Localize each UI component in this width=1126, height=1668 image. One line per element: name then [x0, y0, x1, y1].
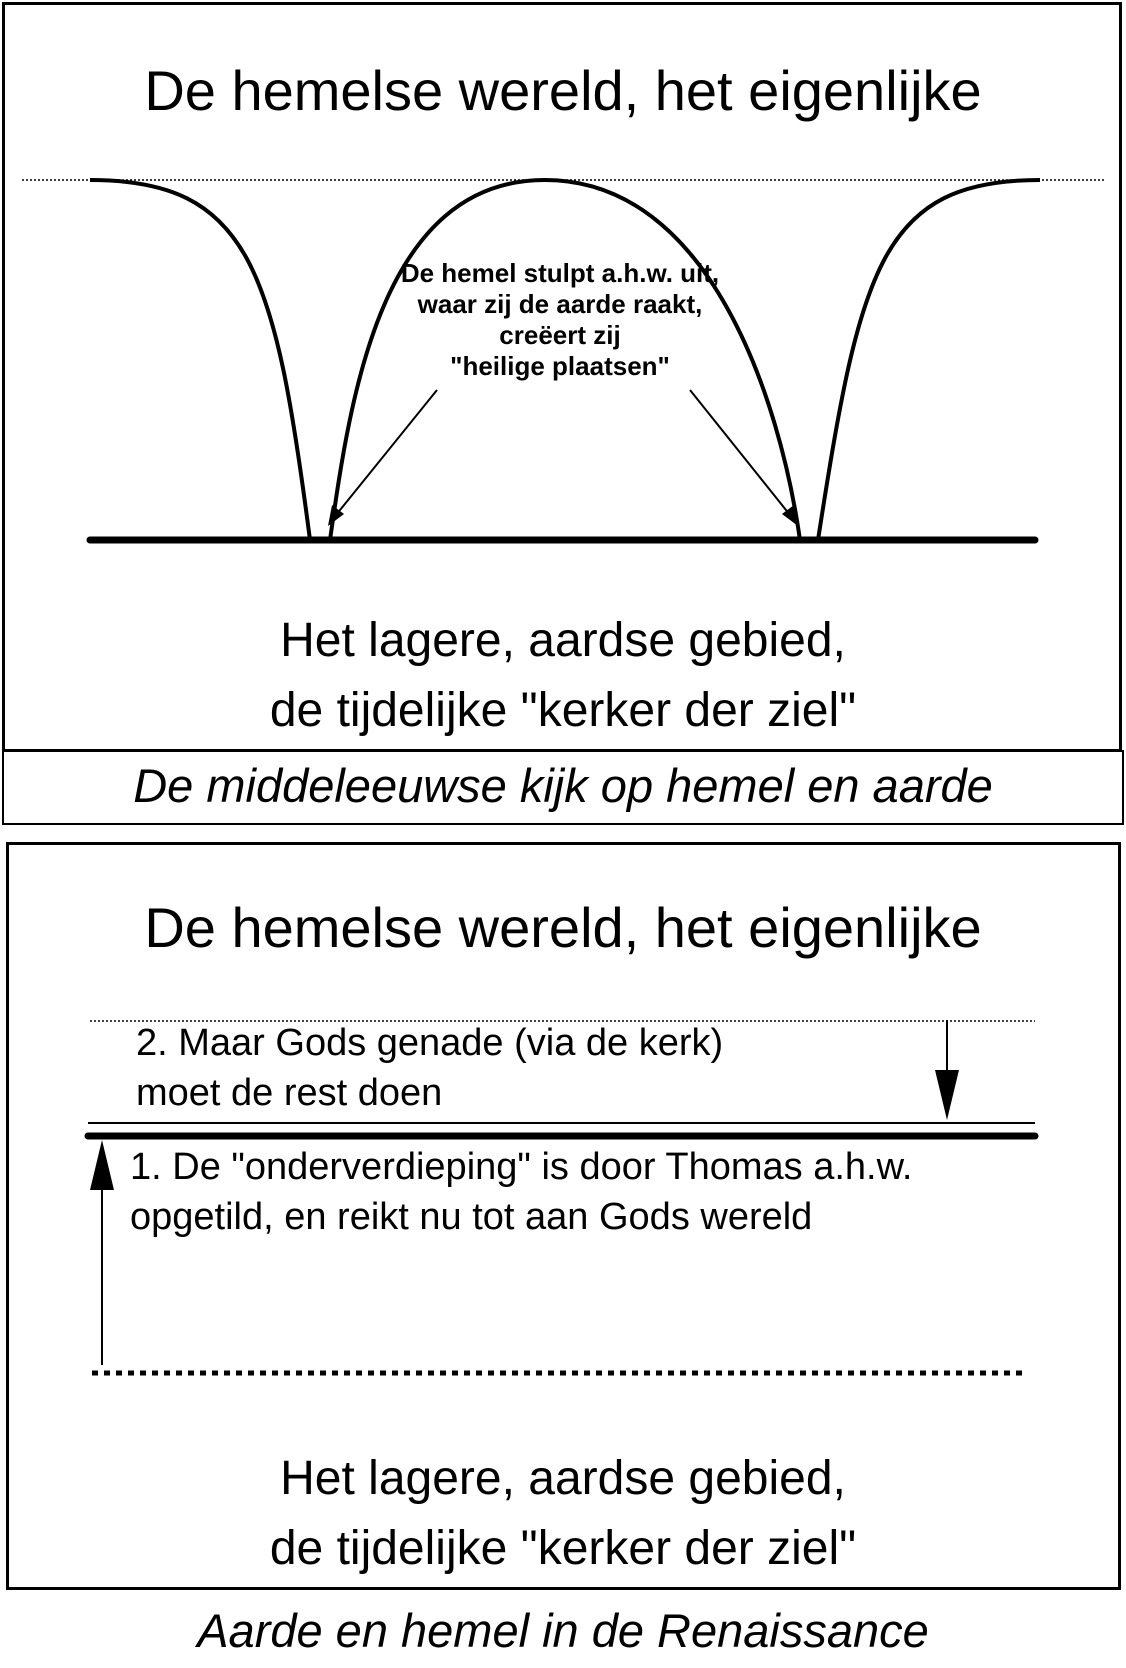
- earth-label-line: de tijdelijke "kerker der ziel": [269, 684, 857, 737]
- earth-label-line: Het lagere, aardse gebied,: [280, 614, 846, 667]
- bottom-caption: Aarde en hemel in de Renaissance: [197, 1604, 929, 1657]
- bulge-note-line: "heilige plaatsen": [450, 351, 670, 381]
- grace-note-line: moet de rest doen: [136, 1072, 443, 1114]
- lift-note-line: 1. De "onderverdieping" is door Thomas a.h.w.: [130, 1146, 913, 1188]
- bulge-note-line: creëert zij: [499, 320, 621, 350]
- heaven-bulge-curve-right: [818, 180, 1040, 540]
- lift-note-line: opgetild, en reikt nu tot aan Gods wereld: [130, 1196, 813, 1238]
- arrow-holy-place-right: [690, 390, 790, 515]
- top-earth-label: [0, 606, 1126, 746]
- bulge-note-line: De hemel stulpt a.h.w. uit,: [400, 258, 720, 288]
- grace-note: [136, 1018, 723, 1118]
- bottom-earth-label: [0, 1444, 1126, 1584]
- lift-note: [130, 1142, 913, 1242]
- top-heaven-label: De hemelse wereld, het eigenlijke: [144, 59, 982, 122]
- bulge-note-line: waar zij de aarde raakt,: [417, 289, 703, 319]
- bulge-note: [340, 258, 780, 382]
- bottom-heaven-label: De hemelse wereld, het eigenlijke: [144, 896, 982, 959]
- grace-note-line: 2. Maar Gods genade (via de kerk): [136, 1022, 724, 1064]
- earth-label-line: de tijdelijke "kerker der ziel": [269, 1522, 857, 1575]
- top-caption: De middeleeuwse kijk op hemel en aarde: [133, 759, 993, 812]
- earth-label-line: Het lagere, aardse gebied,: [280, 1452, 846, 1505]
- heaven-bulge-curve-left: [90, 180, 310, 540]
